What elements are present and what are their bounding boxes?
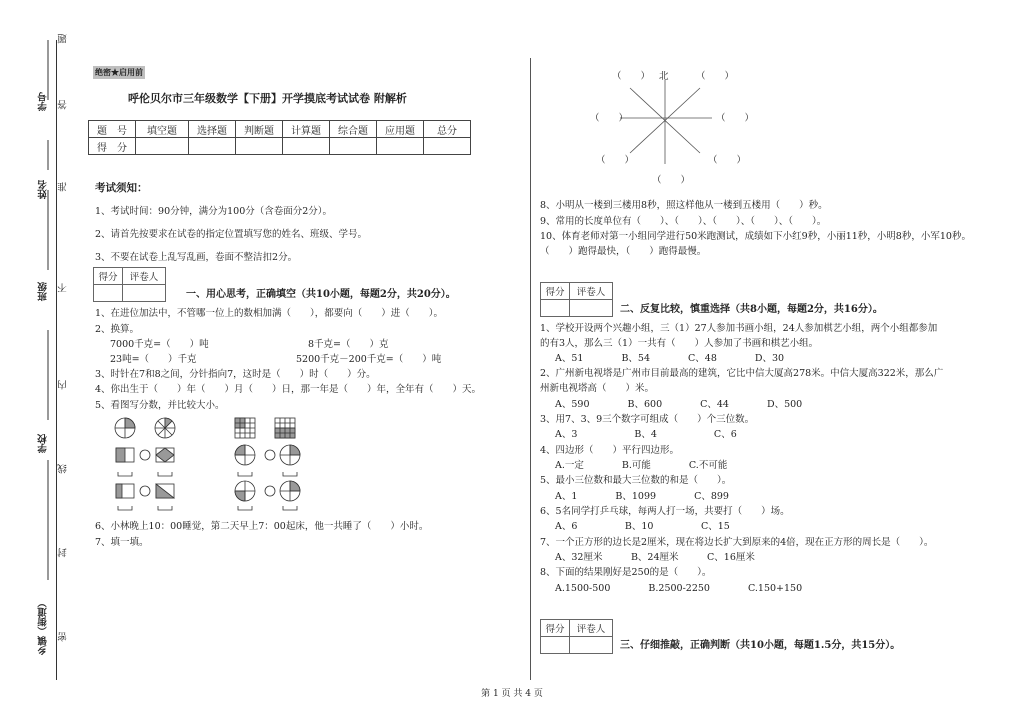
note-item: 2、请首先按要求在试卷的指定位置填写您的姓名、班级、学号。 xyxy=(95,229,368,240)
question: 4、四边形（ ）平行四边形。 xyxy=(540,445,680,456)
question: 的有3人，那么三（1）一共有（ ）人参加了书画和棋艺小组。 xyxy=(540,338,819,349)
scorer-input[interactable] xyxy=(570,300,613,317)
question: 2、广州新电视塔是广州市目前最高的建筑，它比中信大厦高278米。中信大厦高322米，那么广 xyxy=(540,368,944,379)
compass-blank[interactable]: （ ） xyxy=(596,155,635,166)
margin-tile-1: 题 xyxy=(58,34,69,44)
town-label: 乡镇（街道） xyxy=(38,598,49,655)
score-table xyxy=(88,120,471,155)
compass-blank[interactable]: （ ） xyxy=(590,113,629,124)
secret-label: 绝密★启用前 xyxy=(95,67,143,77)
scorer-label: 得分 xyxy=(541,620,570,637)
fraction-figures xyxy=(110,414,320,514)
scorer-box xyxy=(93,267,166,302)
scorer-input[interactable] xyxy=(94,285,123,302)
note-item: 1、考试时间：90分钟，满分为100分（含卷面分2分）。 xyxy=(95,206,333,217)
score-cell: 总分 xyxy=(424,121,471,138)
score-cell: 题 号 xyxy=(89,121,136,138)
scorer-input[interactable] xyxy=(541,637,570,654)
section-title: 一、用心思考，正确填空（共10小题，每题2分，共20分）。 xyxy=(186,289,456,300)
class-label: 班级 xyxy=(38,282,49,301)
question: 3、用7、3、9三个数字可组成（ ）个三位数。 xyxy=(540,414,755,425)
notes-title: 考试须知： xyxy=(95,182,148,194)
score-input[interactable] xyxy=(377,138,424,155)
scorer-input[interactable] xyxy=(541,300,570,317)
option: A、6 B、10 C、15 xyxy=(555,521,730,532)
scorer-label: 得分 xyxy=(541,283,570,300)
scorer-box xyxy=(540,282,613,317)
question: 2、换算。 xyxy=(95,324,140,335)
score-cell: 判断题 xyxy=(236,121,283,138)
question: 7000千克=（ ）吨 xyxy=(110,339,209,350)
section-title: 三、仔细推敲，正确判断（共10小题，每题1.5分，共15分）。 xyxy=(620,640,901,651)
score-input[interactable] xyxy=(330,138,377,155)
score-cell: 综合题 xyxy=(330,121,377,138)
score-input[interactable] xyxy=(424,138,471,155)
note-item: 3、不要在试卷上乱写乱画，卷面不整洁扣2分。 xyxy=(95,252,298,263)
question: 8、下面的结果刚好是250的是（ ）。 xyxy=(540,567,712,578)
question: 5200千克－200千克=（ ）吨 xyxy=(296,354,442,365)
margin-tile-2: 答 xyxy=(58,100,69,110)
score-table-header-row xyxy=(89,121,471,138)
score-cell: 得 分 xyxy=(89,138,136,155)
margin-tile-6: 线 xyxy=(58,464,69,474)
question: 1、在进位加法中，不管哪一位上的数相加满（ ），都要向（ ）进（ ）。 xyxy=(95,308,444,319)
option: A、3 B、4 C、6 xyxy=(555,429,737,440)
page-footer: 第 1 页 共 4 页 xyxy=(481,689,543,699)
section-title: 二、反复比较，慎重选择（共8小题，每题2分，共16分）。 xyxy=(620,304,883,315)
question: 5、看图写分数，并比较大小。 xyxy=(95,400,225,411)
scorer-label: 评卷人 xyxy=(570,620,613,637)
question: （ ）跑得最快，（ ）跑得最慢。 xyxy=(540,246,707,257)
margin-tile-5: 内 xyxy=(58,380,69,390)
compass-blank[interactable]: （ ） xyxy=(716,113,755,124)
column-divider xyxy=(530,58,531,680)
score-input[interactable] xyxy=(136,138,189,155)
option: A、51 B、54 C、48 D、30 xyxy=(555,353,785,364)
question: 4、你出生于（ ）年（ ）月（ ）日，那一年是（ ）年，全年有（ ）天。 xyxy=(95,384,482,395)
score-cell: 填空题 xyxy=(136,121,189,138)
score-input[interactable] xyxy=(189,138,236,155)
option: A、1 B、1099 C、899 xyxy=(555,491,729,502)
scorer-input[interactable] xyxy=(570,637,613,654)
compass-blank[interactable]: （ ） xyxy=(612,71,651,82)
scorer-box xyxy=(540,619,613,654)
score-cell: 选择题 xyxy=(189,121,236,138)
question: 1、学校开设两个兴趣小组，三（1）27人参加书画小组，24人参加棋艺小组，两个小组都参加 xyxy=(540,323,938,334)
question: 7、填一填。 xyxy=(95,537,149,548)
question: 8、小明从一楼到三楼用8秒，照这样他从一楼到五楼用（ ）秒。 xyxy=(540,200,828,211)
name-label: 姓名 xyxy=(38,180,49,199)
option: A.一定 B.可能 C.不可能 xyxy=(555,460,728,471)
score-table-score-row xyxy=(89,138,471,155)
exam-title: 呼伦贝尔市三年级数学【下册】开学摸底考试试卷 附解析 xyxy=(128,92,407,105)
compass-blank[interactable]: （ ） xyxy=(708,155,747,166)
margin-blanks xyxy=(40,40,60,680)
option: A、32厘米 B、24厘米 C、16厘米 xyxy=(555,552,755,563)
margin-tile-7: 封 xyxy=(58,548,69,558)
question: 6、5名同学打乒乓球，每两人打一场，共要打（ ）场。 xyxy=(540,506,790,517)
school-label: 学校 xyxy=(38,434,49,453)
compass-blank[interactable]: （ ） xyxy=(696,71,735,82)
student-id-label: 学号 xyxy=(38,92,49,111)
scorer-label: 得分 xyxy=(94,268,123,285)
score-input[interactable] xyxy=(236,138,283,155)
scorer-label: 评卷人 xyxy=(123,268,166,285)
compass-north: 北 xyxy=(659,71,669,82)
option: A、590 B、600 C、44 D、500 xyxy=(555,399,803,410)
question: 6、小林晚上10：00睡觉，第二天早上7：00起床，他一共睡了（ ）小时。 xyxy=(95,521,429,532)
question: 9、常用的长度单位有（ ）、（ ）、（ ）、（ ）、（ ）。 xyxy=(540,216,827,227)
score-cell: 应用题 xyxy=(377,121,424,138)
score-cell: 计算题 xyxy=(283,121,330,138)
option: A.1500-500 B.2500-2250 C.150+150 xyxy=(555,583,803,594)
question: 8千克=（ ）克 xyxy=(308,339,389,350)
question: 10、体育老师对第一小组同学进行50米跑测试，成绩如下小红9秒，小丽11秒，小明8秒，小军10秒。 xyxy=(540,231,971,242)
margin-tile-4: 不 xyxy=(58,283,69,293)
scorer-input[interactable] xyxy=(123,285,166,302)
compass-blank[interactable]: （ ） xyxy=(652,175,691,186)
question: 5、最小三位数和最大三位数的和是（ ）。 xyxy=(540,475,732,486)
question: 州新电视塔高（ ）米。 xyxy=(540,383,655,394)
question: 7、一个正方形的边长是2厘米，现在将边长扩大到原来的4倍，现在正方形的周长是（ ）。 xyxy=(540,537,934,548)
margin-tile-3: 准 xyxy=(58,182,69,192)
score-input[interactable] xyxy=(283,138,330,155)
scorer-label: 评卷人 xyxy=(570,283,613,300)
question: 3、时针在7和8之间，分针指向7，这时是（ ）时（ ）分。 xyxy=(95,369,376,380)
question: 23吨=（ ）千克 xyxy=(110,354,197,365)
margin-tile-8: 密 xyxy=(58,632,69,642)
